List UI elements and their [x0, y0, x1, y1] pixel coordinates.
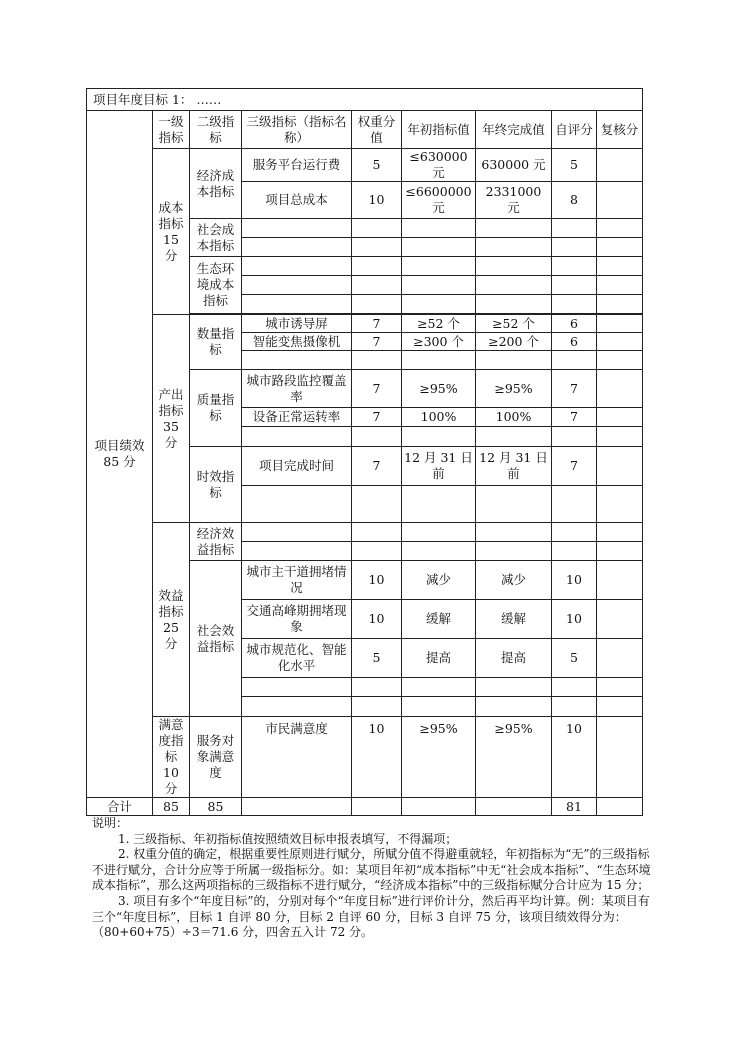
indicator-name: 城市诱导屏: [242, 315, 352, 333]
initial-cell: 12 月 31 日前: [402, 447, 476, 486]
self-score-cell: 6: [552, 333, 597, 351]
indicator-name: 交通高峰期拥堵现象: [242, 600, 352, 639]
final-cell: ≥95%: [476, 717, 552, 798]
col-header-weight: 权重分值: [352, 111, 402, 149]
self-score-cell: 7: [552, 370, 597, 408]
self-score-cell: 5: [552, 639, 597, 678]
notes-title: 说明：: [92, 816, 129, 830]
weight-cell: 10: [352, 561, 402, 600]
note-3: 3. 项目有多个“年度目标”的，分别对每个“年度目标”进行评价计分，然后再平均计算。例：某项目有三个“年度目标”，目标 1 自评 80 分，目标 2 自评 60 分，目标 3 自评 75 分，该项目绩效得分为：（80+60+75）÷3＝71.6 分，四舍五入计 72 分。: [92, 893, 650, 940]
final-cell: 2331000 元: [476, 182, 552, 219]
indicator-name: 智能变焦摄像机: [242, 333, 352, 351]
level2-quality: 质量指标: [190, 370, 242, 447]
final-cell: 12 月 31 日前: [476, 447, 552, 486]
level1-cost: 成本指标 15 分: [153, 149, 190, 315]
review-score-cell: [597, 333, 643, 351]
weight-cell: 7: [352, 333, 402, 351]
initial-cell: ≥300 个: [402, 333, 476, 351]
review-score-cell: [597, 447, 643, 486]
self-score-cell: 10: [552, 561, 597, 600]
weight-cell: 5: [352, 149, 402, 182]
initial-cell: ≥95%: [402, 717, 476, 798]
col-header-self-score: 自评分: [552, 111, 597, 149]
initial-cell: 提高: [402, 639, 476, 678]
indicator-name: 服务平台运行费: [242, 149, 352, 182]
annual-goal-label: 项目年度目标 1： ……: [87, 89, 643, 111]
review-score-cell: [597, 315, 643, 333]
self-score-cell: 7: [552, 447, 597, 486]
final-cell: ≥95%: [476, 370, 552, 408]
initial-cell: ≥52 个: [402, 315, 476, 333]
final-cell: ≥52 个: [476, 315, 552, 333]
weight-cell: 7: [352, 315, 402, 333]
weight-cell: 10: [352, 182, 402, 219]
weight-cell: 7: [352, 370, 402, 408]
initial-cell: ≥95%: [402, 370, 476, 408]
total-row: [87, 798, 643, 816]
level1-benefit: 效益指标 25 分: [153, 523, 190, 717]
col-header-initial: 年初指标值: [402, 111, 476, 149]
indicator-name: 项目总成本: [242, 182, 352, 219]
initial-cell: ≤630000 元: [402, 149, 476, 182]
initial-cell: 减少: [402, 561, 476, 600]
review-score-cell: [597, 561, 643, 600]
total-self-score: 81: [552, 798, 597, 816]
self-score-cell: 5: [552, 149, 597, 182]
review-score-cell: [597, 600, 643, 639]
note-1: 1. 三级指标、年初指标值按照绩效目标申报表填写，不得漏项；: [118, 831, 458, 846]
review-score-cell: [597, 717, 643, 798]
level2-eco-cost: 生态环境成本指标: [190, 257, 242, 314]
total-level2: 85: [190, 798, 242, 816]
weight-cell: 10: [352, 717, 402, 798]
final-cell: 缓解: [476, 600, 552, 639]
review-score-cell: [597, 639, 643, 678]
final-cell: 100%: [476, 408, 552, 427]
level1-satisfaction: 满意度指标 10 分: [153, 717, 190, 798]
initial-cell: ≤6600000 元: [402, 182, 476, 219]
col-header-level3: 三级指标（指标名称）: [242, 111, 352, 149]
weight-cell: 7: [352, 408, 402, 427]
col-header-review-score: 复核分: [597, 111, 643, 149]
final-cell: 630000 元: [476, 149, 552, 182]
self-score-cell: 6: [552, 315, 597, 333]
review-score-cell: [597, 182, 643, 219]
col-header-final: 年终完成值: [476, 111, 552, 149]
table-row: [87, 315, 643, 333]
indicator-name: 城市规范化、智能化水平: [242, 639, 352, 678]
level2-social-benefit: 社会效益指标: [190, 561, 242, 717]
col-header-level1: 一级指标: [153, 111, 190, 149]
category-project-performance: 项目绩效 85 分: [87, 111, 153, 798]
col-header-level2: 二级指标: [190, 111, 242, 149]
level2-service-satisfaction: 服务对象满意度: [190, 717, 242, 798]
note-2: 2. 权重分值的确定，根据重要性原则进行赋分，所赋分值不得避重就轻，年初指标为“无”的三级指标不进行赋分，合计分应等于所属一级指标分。如：某项目年初“成本指标”中无“社会成本指标”、“生态环境成本指标”，那么这两项指标的三级指标不进行赋分，“经济成本指标”中的三级指标赋分合计应为 15 分；: [92, 847, 651, 893]
level2-timeliness: 时效指标: [190, 447, 242, 523]
level1-output: 产出指标 35 分: [153, 315, 190, 523]
table-row: [87, 717, 643, 798]
level2-econ-benefit: 经济效益指标: [190, 523, 242, 561]
initial-cell: 100%: [402, 408, 476, 427]
initial-cell: 缓解: [402, 600, 476, 639]
review-score-cell: [597, 149, 643, 182]
indicator-name: 市民满意度: [242, 717, 352, 798]
total-label: 合计: [87, 798, 153, 816]
weight-cell: 7: [352, 447, 402, 486]
notes-section: [92, 816, 652, 941]
final-cell: ≥200 个: [476, 333, 552, 351]
table-row: [87, 523, 643, 542]
weight-cell: 5: [352, 639, 402, 678]
final-cell: 提高: [476, 639, 552, 678]
review-score-cell: [597, 408, 643, 427]
indicator-name: 项目完成时间: [242, 447, 352, 486]
self-score-cell: 10: [552, 717, 597, 798]
indicator-name: 城市路段监控覆盖率: [242, 370, 352, 408]
indicator-name: 城市主干道拥堵情况: [242, 561, 352, 600]
weight-cell: 10: [352, 600, 402, 639]
final-cell: 减少: [476, 561, 552, 600]
level2-quantity: 数量指标: [190, 315, 242, 370]
header-row: [87, 111, 643, 149]
self-score-cell: 10: [552, 600, 597, 639]
table-row: [87, 149, 643, 182]
indicator-name: 设备正常运转率: [242, 408, 352, 427]
performance-table: [86, 88, 643, 816]
review-score-cell: [597, 370, 643, 408]
self-score-cell: 8: [552, 182, 597, 219]
total-level1: 85: [153, 798, 190, 816]
self-score-cell: 7: [552, 408, 597, 427]
goal-row: [87, 89, 643, 111]
level2-social-cost: 社会成本指标: [190, 219, 242, 257]
level2-econ-cost: 经济成本指标: [190, 149, 242, 219]
